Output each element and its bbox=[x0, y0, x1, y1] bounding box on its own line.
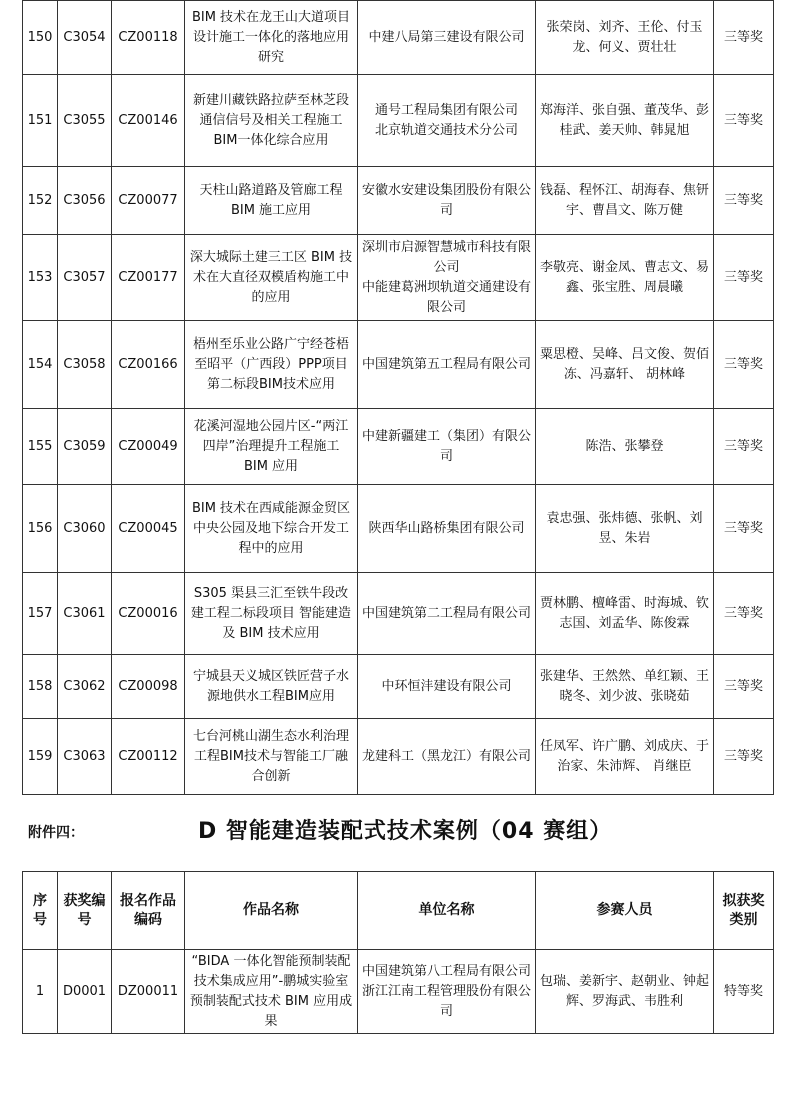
award-number: D0001 bbox=[58, 950, 112, 1034]
registration-code: CZ00077 bbox=[112, 167, 185, 235]
participants: 李敬亮、谢金凤、曹志文、易鑫、张宝胜、周晨曦 bbox=[536, 235, 714, 321]
unit-name: 龙建科工（黑龙江）有限公司 bbox=[358, 719, 536, 795]
row-number: 151 bbox=[23, 75, 58, 167]
unit-name: 深圳市启源智慧城市科技有限公司 中能建葛洲坝轨道交通建设有限公司 bbox=[358, 235, 536, 321]
unit-name: 安徽水安建设集团股份有限公司 bbox=[358, 167, 536, 235]
annex-label: 附件四： bbox=[28, 825, 84, 841]
award-level: 三等奖 bbox=[714, 409, 774, 485]
work-title: BIM 技术在龙王山大道项目设计施工一体化的落地应用研究 bbox=[185, 1, 358, 75]
registration-code: CZ00112 bbox=[112, 719, 185, 795]
participants: 任凤军、许广鹏、刘成庆、于治家、朱沛辉、 肖继臣 bbox=[536, 719, 714, 795]
table-row bbox=[23, 409, 774, 485]
registration-code: CZ00045 bbox=[112, 485, 185, 573]
award-number: C3058 bbox=[58, 321, 112, 409]
registration-code: CZ00177 bbox=[112, 235, 185, 321]
header-prize: 拟获奖类别 bbox=[714, 872, 774, 950]
row-number: 150 bbox=[23, 1, 58, 75]
award-number: C3062 bbox=[58, 655, 112, 719]
participants: 钱磊、程怀江、胡海春、焦钘宇、曹昌文、陈万健 bbox=[536, 167, 714, 235]
row-number: 157 bbox=[23, 573, 58, 655]
table-row bbox=[23, 485, 774, 573]
participants: 张建华、王然然、单红颖、王晓冬、刘少波、张晓茹 bbox=[536, 655, 714, 719]
work-title: S305 渠县三汇至铁牛段改建工程二标段项目 智能建造及 BIM 技术应用 bbox=[185, 573, 358, 655]
award-level: 三等奖 bbox=[714, 573, 774, 655]
award-level: 三等奖 bbox=[714, 235, 774, 321]
award-level: 特等奖 bbox=[714, 950, 774, 1034]
row-number: 158 bbox=[23, 655, 58, 719]
row-number: 1 bbox=[23, 950, 58, 1034]
table-row bbox=[23, 75, 774, 167]
work-title: 花溪河湿地公园片区-“两江四岸”治理提升工程施工 BIM 应用 bbox=[185, 409, 358, 485]
award-level: 三等奖 bbox=[714, 655, 774, 719]
award-number: C3060 bbox=[58, 485, 112, 573]
registration-code: CZ00049 bbox=[112, 409, 185, 485]
table-row bbox=[23, 321, 774, 409]
registration-code: CZ00166 bbox=[112, 321, 185, 409]
table-row bbox=[23, 950, 774, 1034]
table-row bbox=[23, 719, 774, 795]
award-level: 三等奖 bbox=[714, 167, 774, 235]
unit-name: 中建八局第三建设有限公司 bbox=[358, 1, 536, 75]
work-title: 新建川藏铁路拉萨至林芝段通信信号及相关工程施工BIM一体化综合应用 bbox=[185, 75, 358, 167]
row-number: 153 bbox=[23, 235, 58, 321]
header-reg-no: 报名作品编码 bbox=[112, 872, 185, 950]
row-number: 159 bbox=[23, 719, 58, 795]
participants: 贾林鹏、檀峰雷、时海城、钦志国、刘孟华、陈俊霖 bbox=[536, 573, 714, 655]
table-row bbox=[23, 1, 774, 75]
unit-name: 中国建筑第二工程局有限公司 bbox=[358, 573, 536, 655]
participants: 袁忠强、张炜德、张帆、刘昱、朱岩 bbox=[536, 485, 714, 573]
table-row bbox=[23, 655, 774, 719]
participants: 包瑞、姜新宇、赵朝业、钟起辉、罗海武、韦胜利 bbox=[536, 950, 714, 1034]
header-work: 作品名称 bbox=[185, 872, 358, 950]
header-unit: 单位名称 bbox=[358, 872, 536, 950]
table-row bbox=[23, 167, 774, 235]
unit-name: 中国建筑第八工程局有限公司 浙江江南工程管理股份有限公司 bbox=[358, 950, 536, 1034]
award-number: C3055 bbox=[58, 75, 112, 167]
registration-code: CZ00098 bbox=[112, 655, 185, 719]
table-row bbox=[23, 235, 774, 321]
unit-name: 中建新疆建工（集团）有限公司 bbox=[358, 409, 536, 485]
award-number: C3059 bbox=[58, 409, 112, 485]
header-award-no: 获奖编号 bbox=[58, 872, 112, 950]
work-title: 深大城际土建三工区 BIM 技术在大直径双模盾构施工中的应用 bbox=[185, 235, 358, 321]
unit-name: 陕西华山路桥集团有限公司 bbox=[358, 485, 536, 573]
table-row bbox=[23, 573, 774, 655]
row-number: 152 bbox=[23, 167, 58, 235]
work-title: BIM 技术在西咸能源金贸区中央公园及地下综合开发工程中的应用 bbox=[185, 485, 358, 573]
participants: 郑海洋、张自强、董茂华、彭桂武、姜天帅、韩晁旭 bbox=[536, 75, 714, 167]
work-title: 梧州至乐业公路广宁经苍梧至昭平（广西段）PPP项目第二标段BIM技术应用 bbox=[185, 321, 358, 409]
award-number: C3057 bbox=[58, 235, 112, 321]
award-number: C3063 bbox=[58, 719, 112, 795]
participants: 陈浩、张攀登 bbox=[536, 409, 714, 485]
section-title: D 智能建造装配式技术案例（04 赛组） bbox=[198, 819, 613, 844]
results-table-d bbox=[22, 871, 774, 1034]
participants: 张荣岗、刘齐、王伦、付玉龙、何义、贾壮壮 bbox=[536, 1, 714, 75]
unit-name: 通号工程局集团有限公司 北京轨道交通技术分公司 bbox=[358, 75, 536, 167]
row-number: 156 bbox=[23, 485, 58, 573]
award-number: C3061 bbox=[58, 573, 112, 655]
registration-code: CZ00146 bbox=[112, 75, 185, 167]
award-level: 三等奖 bbox=[714, 485, 774, 573]
participants: 粟思橙、吴峰、吕文俊、贺佰冻、冯嘉轩、 胡林峰 bbox=[536, 321, 714, 409]
registration-code: CZ00118 bbox=[112, 1, 185, 75]
work-title: 宁城县天义城区铁匠营子水源地供水工程BIM应用 bbox=[185, 655, 358, 719]
award-number: C3054 bbox=[58, 1, 112, 75]
row-number: 155 bbox=[23, 409, 58, 485]
work-title: 天柱山路道路及管廊工程 BIM 施工应用 bbox=[185, 167, 358, 235]
work-title: “BIDA 一体化智能预制装配技术集成应用”-鹏城实验室预制装配式技术 BIM 应用成果 bbox=[185, 950, 358, 1034]
results-table-c bbox=[22, 0, 774, 795]
award-level: 三等奖 bbox=[714, 75, 774, 167]
award-level: 三等奖 bbox=[714, 321, 774, 409]
award-number: C3056 bbox=[58, 167, 112, 235]
unit-name: 中国建筑第五工程局有限公司 bbox=[358, 321, 536, 409]
registration-code: CZ00016 bbox=[112, 573, 185, 655]
header-no: 序号 bbox=[23, 872, 58, 950]
award-level: 三等奖 bbox=[714, 1, 774, 75]
registration-code: DZ00011 bbox=[112, 950, 185, 1034]
award-level: 三等奖 bbox=[714, 719, 774, 795]
header-people: 参赛人员 bbox=[536, 872, 714, 950]
row-number: 154 bbox=[23, 321, 58, 409]
work-title: 七台河桃山湖生态水利治理工程BIM技术与智能工厂融合创新 bbox=[185, 719, 358, 795]
table-header-row bbox=[23, 872, 774, 950]
unit-name: 中环恒沣建设有限公司 bbox=[358, 655, 536, 719]
